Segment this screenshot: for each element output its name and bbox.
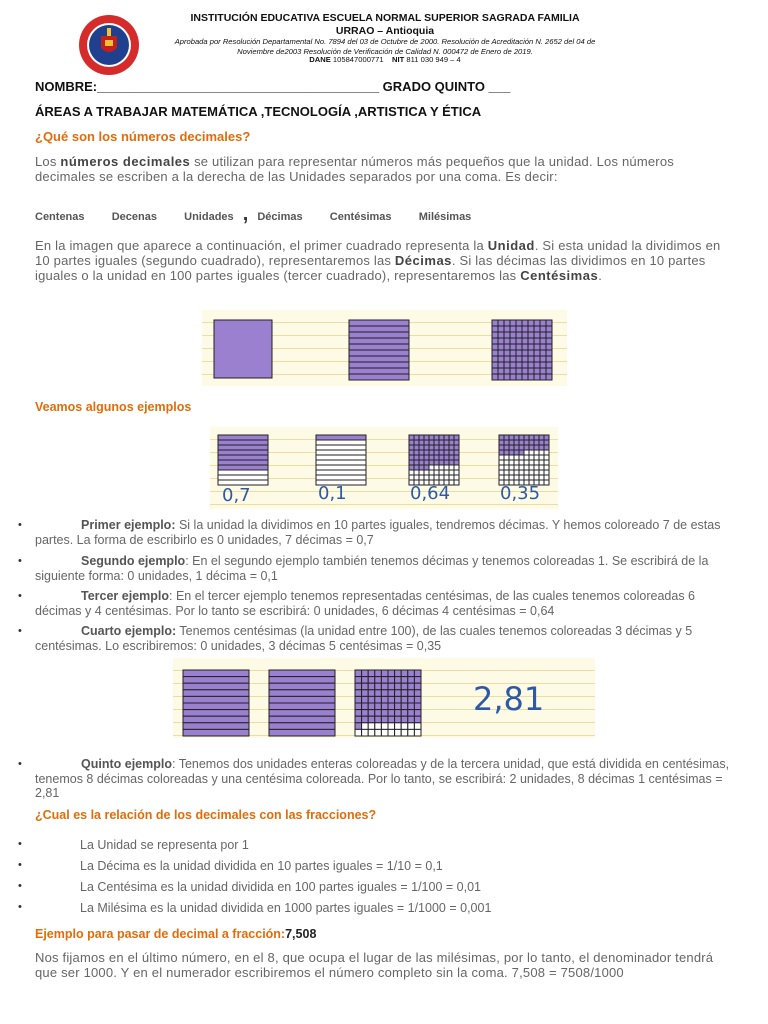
header-dane-nit: DANE 105847000771 NIT 811 030 949 – 4 xyxy=(309,55,461,64)
final-paragraph: Nos fijamos en el último número, en el 8, que ocupa el lugar de las milésimas, por lo tanto, el denominador tendrá que ser 1000. Y en el numerador escribiremos el número completo sin la coma. 7,508 = 7508/1000 xyxy=(35,950,714,980)
header-location: URRAO – Antioquia xyxy=(335,25,435,37)
nombre-line: NOMBRE:_______________________________________ GRADO QUINTO ___ xyxy=(35,79,511,94)
school-seal-logo xyxy=(78,14,140,76)
section-title-fracciones: ¿Cual es la relación de los decimales con las fracciones? xyxy=(35,808,377,822)
unit-square xyxy=(214,320,272,378)
example-281-image xyxy=(173,658,595,738)
unit-square-1 xyxy=(183,670,249,736)
example-label-3: 0,64 xyxy=(410,483,451,504)
big-decimal-label: 2,81 xyxy=(473,680,545,718)
tenths-square xyxy=(349,320,409,380)
header-institution: INSTITUCIÓN EDUCATIVA ESCUELA NORMAL SUPERIOR SAGRADA FAMILIA xyxy=(190,12,580,24)
unit-description-paragraph: En la imagen que aparece a continuación, el primer cuadrado representa la Unidad. Si esta unidad la dividimos en 10 partes iguales (segundo cuadrado), representaremos las Décimas. Si las décimas las dividimos en 10 partes iguales o la unidad en 100 partes iguales (tercer cuadrado), representaremos las Centésimas. xyxy=(35,238,721,283)
example-square-3 xyxy=(409,435,459,485)
example-label-1: 0,7 xyxy=(222,485,251,506)
areas-line: ÁREAS A TRABAJAR MATEMÁTICA ,TECNOLOGÍA ,ARTISTICA Y ÉTICA xyxy=(35,104,482,119)
fifth-example-item: • Quinto ejemplo: Tenemos dos unidades enteras coloreadas y de la tercera unidad, que está dividida en centésimas, tenemos 8 décimas coloreadas y una centésima coloreada. Por lo tanto, se escribirá: 2 unidades, 8 décimas 1 centésimas = 2,81 xyxy=(18,757,730,800)
examples-bullet-list: • Primer ejemplo: Si la unidad la dividimos en 10 partes iguales, tendremos décimas. Y hemos coloreado 7 de estas partes. La forma de escribirlo es 0 unidades, 7 décimas = 0,7 • Segundo ejemplo: En el segundo ejemplo también tenemos décimas y tenemos coloreadas 1. Se escribirá de la siguiente forma: 0 unidades, 1 décima = 0,1 • Tercer ejemplo: En el tercer ejemplo tenemos representadas centésimas, de las cuales tenemos coloreadas 6 décimas y 4 centésimas. Por lo tanto se escribirá: 0 unidades, 6 décimas 4 centésimas = 0,64 • Cuarto ejemplo: Tenemos centésimas (la unidad entre 100), de las cuales tenemos coloreadas 3 décimas y 5 centésimas. Lo escribiremos: 0 unidades, 3 décimas 5 centésimas = 0,35 xyxy=(18,518,721,653)
section-title-decimales: ¿Qué son los números decimales? xyxy=(35,129,251,144)
example-label-4: 0,35 xyxy=(500,483,541,504)
decimal-examples-image xyxy=(210,427,558,509)
header-resolution: Aprobada por Resolución Departamental No. 7894 del 03 de Octubre de 2000. Resolución de Acreditación N. 2652 del 04 de Noviembre de2003 Resolución de Verificación de Calidad N. 000472 de Enero de 2019. xyxy=(174,37,596,56)
intro-paragraph: Los números decimales se utilizan para representar números más pequeños que la unidad. Los números decimales se escriben a la derecha de las Unidades separados por una coma. Es decir: xyxy=(35,154,674,184)
example-square-4 xyxy=(499,435,549,485)
example-label-2: 0,1 xyxy=(318,483,347,504)
section-title-ejemplos: Veamos algunos ejemplos xyxy=(35,400,192,414)
unit-tenths-hundredths-image xyxy=(202,310,567,386)
unit-square-2 xyxy=(269,670,335,736)
place-values-row: Centenas Decenas Unidades , Décimas Centésimas Milésimas xyxy=(35,203,472,225)
hundredths-square xyxy=(492,320,552,380)
hundredths-square-281 xyxy=(355,670,421,736)
example-square-2 xyxy=(316,435,366,485)
example-fraction-title: Ejemplo para pasar de decimal a fracción:7,508 xyxy=(35,927,317,941)
fraction-relations-list: • La Unidad se representa por 1 • La Décima es la unidad dividida en 10 partes iguales = 1/10 = 0,1 • La Centésima es la unidad dividida en 100 partes iguales = 1/100 = 0,01 • La Milésima es la unidad dividida en 1000 partes iguales = 1/1000 = 0,001 xyxy=(18,838,492,915)
example-square-1 xyxy=(218,435,268,485)
